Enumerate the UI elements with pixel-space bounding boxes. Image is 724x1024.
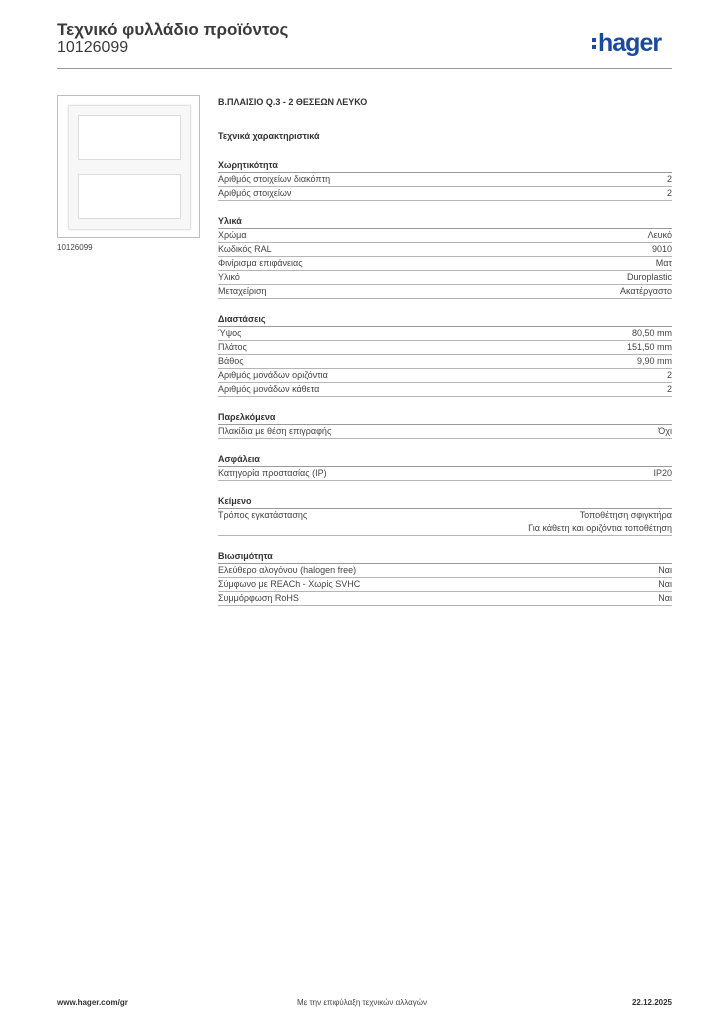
double-frame-illustration xyxy=(68,105,191,230)
spec-row xyxy=(218,327,672,341)
spec-label: Πλάτος xyxy=(218,342,247,352)
spec-value-line: Ναι xyxy=(658,565,672,575)
spec-row xyxy=(218,369,672,383)
group-title: Χωρητικότητα xyxy=(218,159,672,173)
spec-value-line: 2 xyxy=(666,188,672,198)
spec-value xyxy=(667,173,672,186)
spec-value-line: 9010 xyxy=(651,244,672,254)
spec-value xyxy=(653,467,672,480)
group-title: Κείμενο xyxy=(218,495,672,509)
spec-value-line: Ματ xyxy=(655,258,672,268)
spec-row xyxy=(218,564,672,578)
spec-label: Σύμφωνο με REACh - Χωρίς SVHC xyxy=(218,579,361,589)
spec-value xyxy=(627,341,672,354)
spec-label: Κωδικός RAL xyxy=(218,244,272,254)
spec-value-line: 2 xyxy=(666,174,672,184)
spec-label: Αριθμός μονάδων οριζόντια xyxy=(218,370,328,380)
spec-row xyxy=(218,187,672,201)
spec-value-line: 2 xyxy=(666,370,672,380)
frame-opening-bottom xyxy=(78,174,181,219)
spec-value-line: Ναι xyxy=(658,593,672,603)
spec-value-line: 151,50 mm xyxy=(626,342,672,352)
logo-dots-icon xyxy=(592,38,596,49)
spec-value xyxy=(658,425,672,438)
spec-row xyxy=(218,425,672,439)
spec-label: Ύψος xyxy=(218,328,242,338)
spec-row xyxy=(218,383,672,397)
spec-label: Χρώμα xyxy=(218,230,247,240)
spec-value xyxy=(658,564,672,577)
spec-row xyxy=(218,341,672,355)
product-code: 10126099 xyxy=(57,39,129,56)
spec-value xyxy=(658,578,672,591)
product-image xyxy=(57,95,200,238)
hager-logo xyxy=(592,29,661,57)
spec-label: Αριθμός μονάδων κάθετα xyxy=(218,384,320,394)
spec-label: Αριθμός στοιχείων διακόπτη xyxy=(218,174,331,184)
image-caption: 10126099 xyxy=(57,243,93,252)
spec-label: Ελεύθερο αλογόνου (halogen free) xyxy=(218,565,357,575)
spec-value-line: 2 xyxy=(666,384,672,394)
spec-label: Κατηγορία προστασίας (IP) xyxy=(218,468,327,478)
group-title: Παρελκόμενα xyxy=(218,411,672,425)
spec-label: Βάθος xyxy=(218,356,244,366)
spec-label: Μεταχείριση xyxy=(218,286,267,296)
spec-value-line: Ακατέργαστο xyxy=(620,286,672,296)
spec-value xyxy=(656,257,672,270)
spec-label: Τρόπος εγκατάστασης xyxy=(218,510,308,520)
logo-text: hager xyxy=(598,29,662,57)
group-title: Ασφάλεια xyxy=(218,453,672,467)
spec-row xyxy=(218,229,672,243)
group-title: Υλικά xyxy=(218,215,672,229)
spec-row xyxy=(218,271,672,285)
document-title: Τεχνικό φυλλάδιο προϊόντος xyxy=(57,20,289,39)
spec-row xyxy=(218,257,672,271)
spec-row xyxy=(218,578,672,592)
frame-opening-top xyxy=(78,115,181,160)
spec-value-line: 80,50 mm xyxy=(631,328,672,338)
footer-note: Με την επιφύλαξη τεχνικών αλλαγών xyxy=(297,998,427,1007)
spec-value-line: Τοποθέτηση σφιγκτήρα xyxy=(579,510,672,520)
product-name: Β.ΠΛΑΙΣΙΟ Q.3 - 2 ΘΕΣΕΩΝ ΛΕΥΚΟ xyxy=(218,97,368,107)
spec-value xyxy=(637,355,672,368)
spec-value xyxy=(667,383,672,396)
spec-value xyxy=(652,243,672,256)
spec-value xyxy=(627,271,672,284)
spec-row xyxy=(218,355,672,369)
spec-label: Υλικό xyxy=(218,272,240,282)
spec-row xyxy=(218,509,672,536)
spec-row xyxy=(218,243,672,257)
spec-row xyxy=(218,592,672,606)
spec-content xyxy=(218,96,672,606)
spec-value xyxy=(528,509,672,535)
section-title: Τεχνικά χαρακτηριστικά xyxy=(218,131,320,141)
spec-value xyxy=(648,229,672,242)
spec-value-line: Duroplastic xyxy=(626,272,672,282)
spec-value xyxy=(632,327,672,340)
spec-row xyxy=(218,467,672,481)
spec-groups xyxy=(218,159,672,606)
footer-date: 22.12.2025 xyxy=(631,998,672,1007)
spec-value-line: IP20 xyxy=(653,468,672,478)
spec-value-line: 9,90 mm xyxy=(636,356,672,366)
group-title: Διαστάσεις xyxy=(218,313,672,327)
spec-value xyxy=(667,187,672,200)
spec-value-line: Για κάθετη και οριζόντια τοποθέτηση xyxy=(528,523,672,533)
spec-value-line: Λευκό xyxy=(647,230,672,240)
footer-website-link[interactable]: www.hager.com/gr xyxy=(57,998,128,1007)
group-title: Βιωσιμότητα xyxy=(218,550,672,564)
spec-row xyxy=(218,173,672,187)
spec-value xyxy=(620,285,672,298)
spec-label: Πλακίδια με θέση επιγραφής xyxy=(218,426,332,436)
spec-value xyxy=(658,592,672,605)
spec-value-line: Όχι xyxy=(658,426,672,436)
spec-row xyxy=(218,285,672,299)
spec-label: Συμμόρφωση RoHS xyxy=(218,593,299,603)
spec-value xyxy=(667,369,672,382)
spec-label: Φινίρισμα επιφάνειας xyxy=(218,258,303,268)
spec-label: Αριθμός στοιχείων xyxy=(218,188,292,198)
spec-value-line: Ναι xyxy=(658,579,672,589)
header-divider xyxy=(57,68,672,69)
